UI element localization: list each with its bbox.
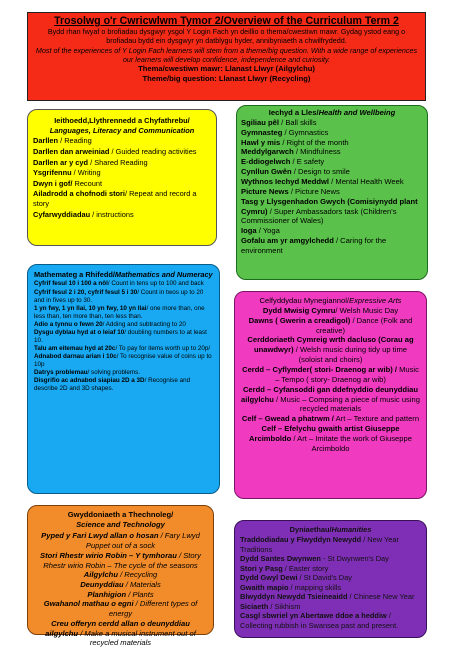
humanities-list <box>240 535 421 630</box>
item-welsh: Cyfrif fesul 10 i 100 a nôl <box>34 280 108 288</box>
item-welsh: Cerdd – Cyfansoddi gan ddefnyddio deunyddiau ailgylchu <box>241 384 419 404</box>
item-welsh: Creu offeryn cerdd allan o deunyddiau ailgylchu <box>45 618 190 638</box>
item-welsh: Gofalu am yr amgylchedd <box>241 236 334 246</box>
item-english: / Welsh music during tidy up time (soloist and choirs) <box>293 345 408 365</box>
item-english: / Shared Reading <box>88 157 148 167</box>
item-english: / Make a musical instrument out of recycled materials <box>78 628 196 648</box>
item-welsh: Darllen <box>33 136 59 146</box>
science-heading <box>34 510 207 529</box>
item-welsh: Stori y Pasg <box>240 563 283 573</box>
list-item <box>241 118 423 128</box>
item-welsh: Sgiliau pêl <box>241 117 279 127</box>
item-english: / Super Ambassadors task (Children's Commissioner of Wales) <box>241 206 397 226</box>
list-item <box>34 531 207 550</box>
item-english: Music – Tempo ( story- Draenog ar wib) <box>275 365 419 384</box>
list-item <box>240 564 421 573</box>
item-english: / instructions <box>90 209 134 219</box>
list-item <box>34 329 213 345</box>
page-title: Trosolwg o'r Cwricwlwm Tymor 2/Overview of the Curriculum Term 2 <box>54 15 399 27</box>
list-item <box>240 602 421 611</box>
list-item <box>241 385 420 415</box>
item-english: / Count in twos up to 20 and in fives up to 30. <box>34 288 204 304</box>
item-english: / Adding and subtracting to 20 <box>102 320 186 328</box>
item-english: Recount <box>72 178 103 188</box>
item-english: / Guided reading activities <box>109 146 197 156</box>
list-item <box>241 365 420 385</box>
item-english: / E safety <box>290 157 325 167</box>
list-item <box>241 128 423 138</box>
item-english: / Count in tens up to 100 and back <box>107 280 204 288</box>
list-item <box>33 179 211 189</box>
item-welsh: Datrys problemau <box>34 368 88 376</box>
item-english: / one more than, one less than, ten more than, ten less than. <box>34 304 205 320</box>
literacy-heading <box>33 116 211 135</box>
list-item <box>34 289 213 305</box>
item-welsh: Siciaeth <box>240 601 269 611</box>
list-item <box>241 316 420 336</box>
list-item <box>34 590 207 600</box>
item-english: / Different types of energy <box>108 599 198 619</box>
list-item <box>34 580 207 590</box>
list-item <box>34 570 207 580</box>
item-welsh: Cyfrif fesul 2 i 20, cyfrif fesul 5 i 30 <box>34 288 138 296</box>
list-item <box>240 592 421 601</box>
item-welsh: Celf – Efelychu gwaith artist Giuseppe Arcimboldo <box>249 424 400 444</box>
list-item <box>241 414 420 424</box>
list-item <box>240 611 421 630</box>
arts-heading-welsh: Celfyddydau Mynegiannol/ <box>259 296 350 305</box>
item-english: / Mental Health Week <box>329 177 404 187</box>
item-english: / Art – Imitate the work of Giuseppe Arcimboldo <box>291 434 412 453</box>
item-welsh: Adnabod darnau arian i 10c <box>34 352 117 360</box>
list-item <box>34 321 213 329</box>
humanities-heading-welsh: Dyniaethau/ <box>289 525 332 534</box>
health-panel <box>236 105 428 280</box>
list-item <box>33 168 211 178</box>
item-english: / New Year Traditions <box>240 535 399 554</box>
science-heading-english: Science and Technology <box>76 519 165 529</box>
list-item <box>34 599 207 618</box>
health-heading-english: Health and Wellbeing <box>318 108 396 117</box>
list-item <box>34 280 213 288</box>
item-welsh: Ioga <box>241 226 257 236</box>
item-welsh: E-ddiogelwch <box>241 157 291 167</box>
arts-heading-english: Expressive Arts <box>349 296 402 305</box>
maths-heading <box>34 270 213 279</box>
arts-panel <box>234 291 427 499</box>
list-item <box>34 551 207 570</box>
item-welsh: Ysgrifennu <box>33 168 72 178</box>
item-welsh: Casgl sbwriel yn Abertawe ddoe a heddiw <box>240 611 387 621</box>
list-item <box>34 353 213 369</box>
list-item <box>34 369 213 377</box>
item-welsh: Ailadrodd a chofnodi stori <box>33 189 125 199</box>
item-welsh: Dysgu dyblau hyd at o leiaf 10 <box>34 328 125 336</box>
item-welsh: Dawns ( Gwerin a creadigol) <box>248 315 351 325</box>
list-item <box>241 197 423 227</box>
list-item <box>241 187 423 197</box>
item-english: / Reading <box>58 136 92 146</box>
item-english: / Writing <box>71 168 101 178</box>
item-welsh: 1 yn fwy, 1 yn llai, 10 yn fwy, 10 yn llai <box>34 304 147 312</box>
health-list <box>241 118 423 256</box>
list-item <box>34 345 213 353</box>
item-english: / Caring for the environment <box>241 236 387 256</box>
list-item <box>33 136 211 146</box>
item-welsh: Disgrifio ac adnabod siapiau 2D a 3D <box>34 377 145 385</box>
maths-heading-english: Mathematics and Numeracy <box>114 270 213 279</box>
list-item <box>240 535 421 554</box>
item-english: / Plants <box>126 589 154 599</box>
item-english: / doubling numbers to at least 10. <box>34 328 207 344</box>
list-item <box>241 157 423 167</box>
list-item <box>241 335 420 365</box>
item-english: / Gymnastics <box>282 127 329 137</box>
maths-panel <box>27 264 220 494</box>
item-english: / Music – Compsing a piece of music using recycled materials <box>273 394 420 414</box>
theme-english: Theme/big question: Llanast Llwyr (Recycling) <box>142 74 311 84</box>
humanities-heading <box>240 525 421 534</box>
health-heading-welsh: Iechyd a Lles/ <box>268 108 319 117</box>
list-item <box>241 236 423 256</box>
list-item <box>34 305 213 321</box>
item-english: / Materials <box>123 580 161 590</box>
humanities-panel <box>234 520 427 638</box>
health-heading <box>241 108 423 118</box>
header-banner <box>27 12 426 101</box>
item-welsh: Dwyn i gof/ <box>33 178 73 188</box>
item-welsh: Dydd Santes Dwynwen <box>240 554 321 564</box>
item-welsh: Dydd Gwyl Dewi <box>240 573 298 583</box>
list-item <box>34 619 207 648</box>
maths-heading-welsh: Mathemateg a Rhifedd/ <box>34 270 115 279</box>
intro-welsh: Bydd rhan fwyaf o brofiadau dysgwyr ysgol Y Login Fach yn deillio o thema/cwestiwn mawr. Gydag ystod eang o brofiadau bydd ein dysgwyr yn datblygu hyder, annibyniaeth a chwilfrydedd. <box>47 27 406 46</box>
list-item <box>240 583 421 592</box>
item-welsh: Tasg y Llysgenhadon Gwych (Comisiynydd plant Cymru) <box>241 196 418 216</box>
item-english: / Story Rhestr wirio Robin – The cycle of the seasons <box>43 550 201 570</box>
item-english: / Sikhism <box>268 601 301 611</box>
list-item <box>241 226 423 236</box>
item-english: Art – Texture and pattern <box>333 414 420 424</box>
item-welsh: Talu am eitemau hyd at 20c <box>34 344 116 352</box>
item-welsh: Hawl y mis <box>241 137 281 147</box>
item-welsh: Cerdd – Cyflymder( stori- Draenog ar wib) / <box>242 365 397 375</box>
list-item <box>241 138 423 148</box>
item-welsh: Dydd Mwisig Cymru <box>262 305 336 315</box>
list-item <box>241 177 423 187</box>
item-english: / Recycling <box>117 570 158 580</box>
item-english: / Design to smile <box>291 167 350 177</box>
theme-welsh: Thema/cwestiwn mawr: Llanast Llwyr (Ailgylchu) <box>138 64 315 74</box>
item-english: / Repeat and record a story <box>33 189 197 208</box>
literacy-panel <box>27 109 217 246</box>
item-english: / Mindfulness <box>293 147 341 157</box>
list-item <box>240 554 421 563</box>
arts-heading <box>241 296 420 306</box>
item-english: - St Dwynwen's Day <box>320 554 389 564</box>
item-english: / Right of the month <box>280 137 349 147</box>
item-welsh: Adio a tynnu o fewn 20 <box>34 320 103 328</box>
item-welsh: Darllen dan arweiniad <box>33 146 110 156</box>
list-item <box>241 306 420 316</box>
list-item <box>34 377 213 393</box>
item-welsh: Gwahanol mathau o egni <box>43 599 134 609</box>
literacy-list <box>33 136 211 219</box>
arts-list <box>241 306 420 454</box>
maths-list <box>34 280 213 393</box>
item-english: / Recognise and describe 2D and 3D shapes. <box>34 377 191 393</box>
item-welsh: Stori Rhestr wirio Robin – Y tymhorau <box>40 550 177 560</box>
item-welsh: Wythnos Iechyd Meddwl <box>241 177 330 187</box>
science-heading-welsh: Gwyddoniaeth a Thechnoleg/ <box>67 510 174 519</box>
item-english: / St David's Day <box>297 573 352 583</box>
item-welsh: Picture News <box>241 186 289 196</box>
item-english: / To recognise value of coins up to 10p <box>34 352 212 368</box>
science-list <box>34 531 207 648</box>
item-welsh: Gymnasteg <box>241 127 283 137</box>
list-item <box>33 210 211 220</box>
item-english: / Welsh Music Day <box>335 305 399 315</box>
item-welsh: Pyped y Fari Lwyd allan o hosan <box>41 531 159 541</box>
humanities-heading-english: Humanities <box>331 525 372 534</box>
intro-english: Most of the experiences of Y Login Fach learners will stem from a theme/big question. With a wide range of experiences our learners will develop confidence, independence and curiosity. <box>35 45 418 65</box>
literacy-heading-english: Languages, Literacy and Communication <box>49 125 195 135</box>
item-english: / Ball skills <box>278 117 317 127</box>
list-item <box>241 147 423 157</box>
list-item <box>241 167 423 177</box>
list-item <box>240 573 421 582</box>
item-english: / Dance (Folk and creative) <box>315 315 413 335</box>
item-english: / Yoga <box>256 226 280 236</box>
item-welsh: Gwaith mapio <box>240 582 289 592</box>
item-english: / Collecting rubbish in Swansea past and present. <box>240 611 399 630</box>
item-welsh: Celf – Gwead a phatrwm / <box>241 414 334 424</box>
item-english: / To pay for items worth up to 20p/ <box>115 344 211 352</box>
item-english: / mapping skills <box>288 582 342 592</box>
science-panel <box>27 505 214 648</box>
item-welsh: Cyfarwyddiadau <box>33 209 91 219</box>
item-welsh: Deunyddiau <box>80 580 124 590</box>
item-welsh: Planhigion <box>87 589 127 599</box>
list-item <box>241 424 420 454</box>
literacy-heading-welsh: Ieithoedd,Llythrennedd a Chyfathrebu/ <box>54 116 190 125</box>
list-item <box>33 189 211 208</box>
item-welsh: Traddodiadau y Flwyddyn Newydd <box>240 535 362 545</box>
item-english: / Fary Lwyd Puppet out of a sock <box>85 531 200 551</box>
item-english: / Picture News <box>288 186 340 196</box>
item-english: / Chinese New Year <box>347 592 415 602</box>
list-item <box>33 158 211 168</box>
item-welsh: Blwyddyn Newydd Tsieineaidd <box>240 592 348 602</box>
item-english: / Easter story <box>282 563 329 573</box>
item-welsh: Meddylgarwch <box>241 147 294 157</box>
item-welsh: Cerddoriaeth Cymreig wrth dacluso (Corau ag unawdwyr) <box>247 335 414 355</box>
item-welsh: Cynllun Gwên <box>241 167 292 177</box>
item-english: / solving problems. <box>87 368 141 376</box>
list-item <box>33 147 211 157</box>
item-welsh: Darllen ar y cyd <box>33 157 89 167</box>
item-welsh: Ailgylchu <box>83 570 118 580</box>
